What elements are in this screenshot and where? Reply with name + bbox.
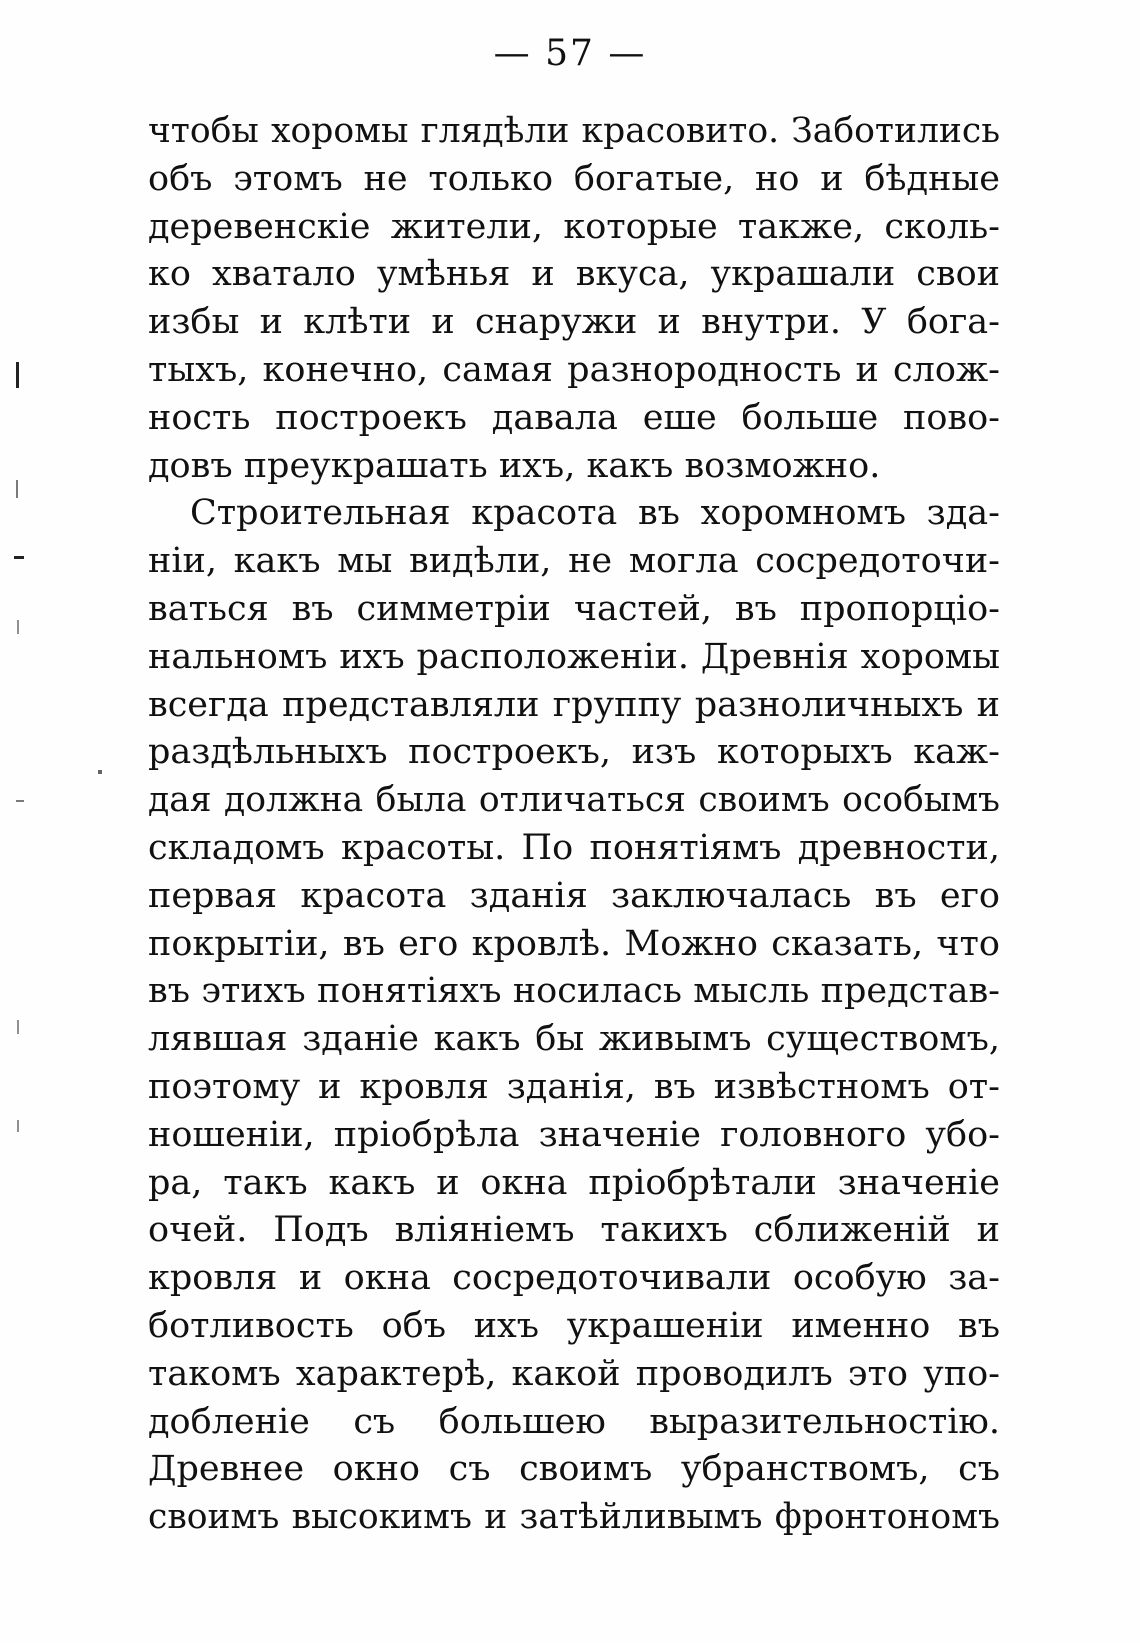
text-line: такомъ характерѣ, какой проводилъ это упо- [148, 1353, 1000, 1394]
text-line: ра, такъ какъ и окна пріобрѣтали значеніе [148, 1162, 1000, 1203]
text-line: своимъ высокимъ и затѣйливымъ фронтономъ [148, 1497, 1000, 1538]
page-number: — 57 — [493, 33, 647, 74]
text-line: ваться въ симметріи частей, въ пропорціо- [148, 588, 1000, 629]
body-text [148, 108, 1000, 1542]
text-line: тыхъ, конечно, самая разнородность и слож- [148, 349, 1000, 390]
text-line: очей. Подъ вліяніемъ такихъ сближеній и [148, 1210, 1000, 1251]
scan-mark [14, 556, 24, 559]
scan-mark [98, 770, 102, 774]
scan-mark [16, 800, 24, 802]
text-line: первая красота зданія заключалась въ его [148, 875, 1000, 916]
text-line: избы и клѣти и снаружи и внутри. У бога- [148, 302, 1000, 343]
paragraph-2 [148, 490, 1000, 1542]
scan-mark [16, 480, 18, 498]
text-line: объ этомъ не только богатые, но и бѣдные [148, 158, 1000, 199]
text-line: ботливость объ ихъ украшеніи именно въ [148, 1305, 1000, 1346]
text-line: кровля и окна сосредоточивали особую за- [148, 1258, 1000, 1299]
text-line: Строительная красота въ хоромномъ зда- [190, 493, 1000, 534]
text-line: нальномъ ихъ расположеніи. Древнія хоромы [148, 636, 1000, 677]
text-line: добленіе съ большею выразительностію. [148, 1401, 1000, 1442]
text-line: довъ преукрашать ихъ, какъ возможно. [148, 445, 881, 486]
scan-mark [17, 1020, 19, 1034]
text-line: всегда представляли группу разноличныхъ и [148, 684, 1000, 725]
text-line: чтобы хоромы глядѣли красовито. Заботились [148, 111, 1000, 151]
text-line: дая должна была отличаться своимъ особымъ [148, 780, 1000, 821]
text-line: деревенскіе жители, которые также, сколь- [148, 206, 1000, 247]
text-line: Древнее окно съ своимъ убранствомъ, съ [148, 1449, 1000, 1490]
paragraph-1 [148, 108, 1000, 490]
text-line: въ этихъ понятіяхъ носилась мысль представ- [148, 971, 1000, 1012]
text-line: ніи, какъ мы видѣли, не могла сосредоточи- [148, 541, 1000, 582]
text-line: складомъ красоты. По понятіямъ древности, [148, 827, 1000, 868]
text-line: ношеніи, пріобрѣла значеніе головного убо- [148, 1114, 1000, 1155]
text-line: покрытіи, въ его кровлѣ. Можно сказать, что [148, 923, 1000, 964]
text-line: раздѣльныхъ построекъ, изъ которыхъ каж- [148, 732, 1000, 773]
text-line: ко хватало умѣнья и вкуса, украшали свои [148, 254, 1000, 295]
scan-mark [17, 620, 19, 634]
scan-mark [17, 1120, 19, 1132]
text-line: лявшая зданіе какъ бы живымъ существомъ, [148, 1019, 1000, 1060]
text-line: поэтому и кровля зданія, въ извѣстномъ от- [148, 1066, 1000, 1107]
text-line: ность построекъ давала еше больше пово- [148, 397, 1000, 438]
scan-mark [16, 362, 19, 388]
